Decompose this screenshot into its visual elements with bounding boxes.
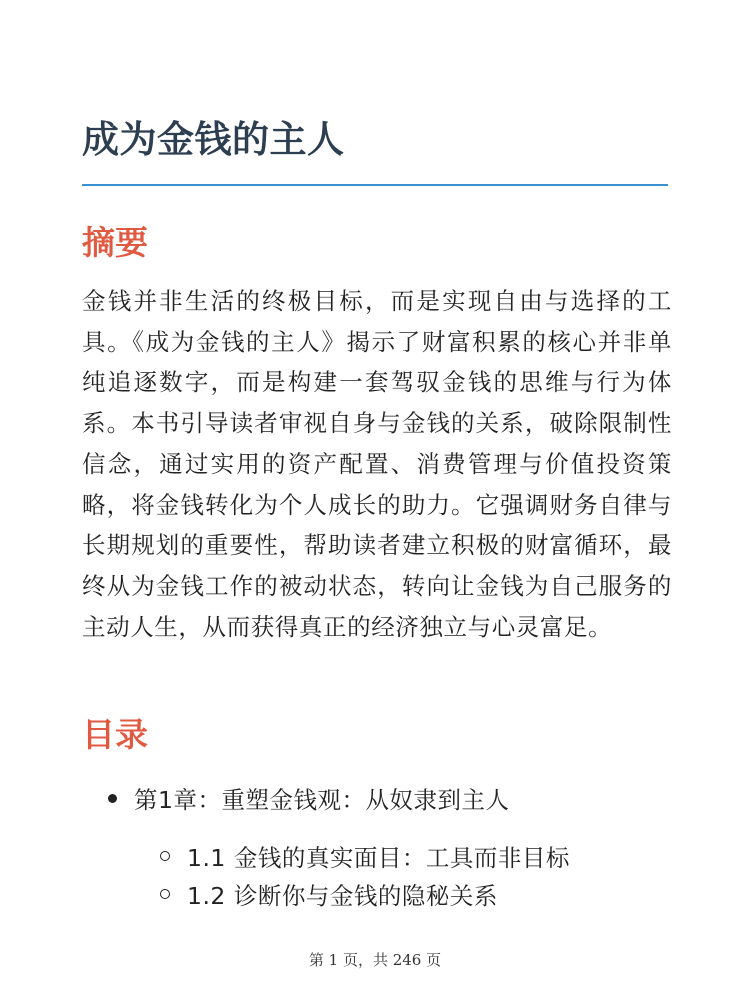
title-divider <box>82 184 668 186</box>
abstract-heading: 摘要 <box>82 223 148 262</box>
bullet-disc-icon <box>108 794 117 803</box>
bullet-circle-icon <box>160 851 170 861</box>
abstract-body: 金钱并非生活的终极目标，而是实现自由与选择的工具。《成为金钱的主人》揭示了财富积累的核心并非单纯追逐数字，而是构建一套驾驭金钱的思维与行为体系。本书引导读者审视自身与金钱的关系，破除限制性信念，通过实用的资产配置、消费管理与价值投资策略，将金钱转化为个人成长的助力。它强调财务自律与长期规划的重要性，帮助读者建立积极的财富循环，最终从为金钱工作的被动状态，转向让金钱为自己服务的主动人生，从而获得真正的经济独立与心灵富足。 <box>82 287 672 641</box>
bullet-circle-icon <box>160 889 170 899</box>
toc-chapter-label: 第1章：重塑金钱观：从奴隶到主人 <box>134 786 510 814</box>
toc-section-label: 1.2 诊断你与金钱的隐秘关系 <box>187 882 498 910</box>
document-title: 成为金钱的主人 <box>82 118 345 161</box>
toc-section-label: 1.1 金钱的真实面目：工具而非目标 <box>187 844 570 872</box>
toc-chapter-1[interactable] <box>108 778 509 818</box>
toc-heading: 目录 <box>82 715 148 754</box>
toc-section-1-2[interactable] <box>160 874 498 914</box>
page-footer: 第 1 页，共 246 页 <box>308 951 442 969</box>
toc-section-1-1[interactable] <box>160 836 570 876</box>
